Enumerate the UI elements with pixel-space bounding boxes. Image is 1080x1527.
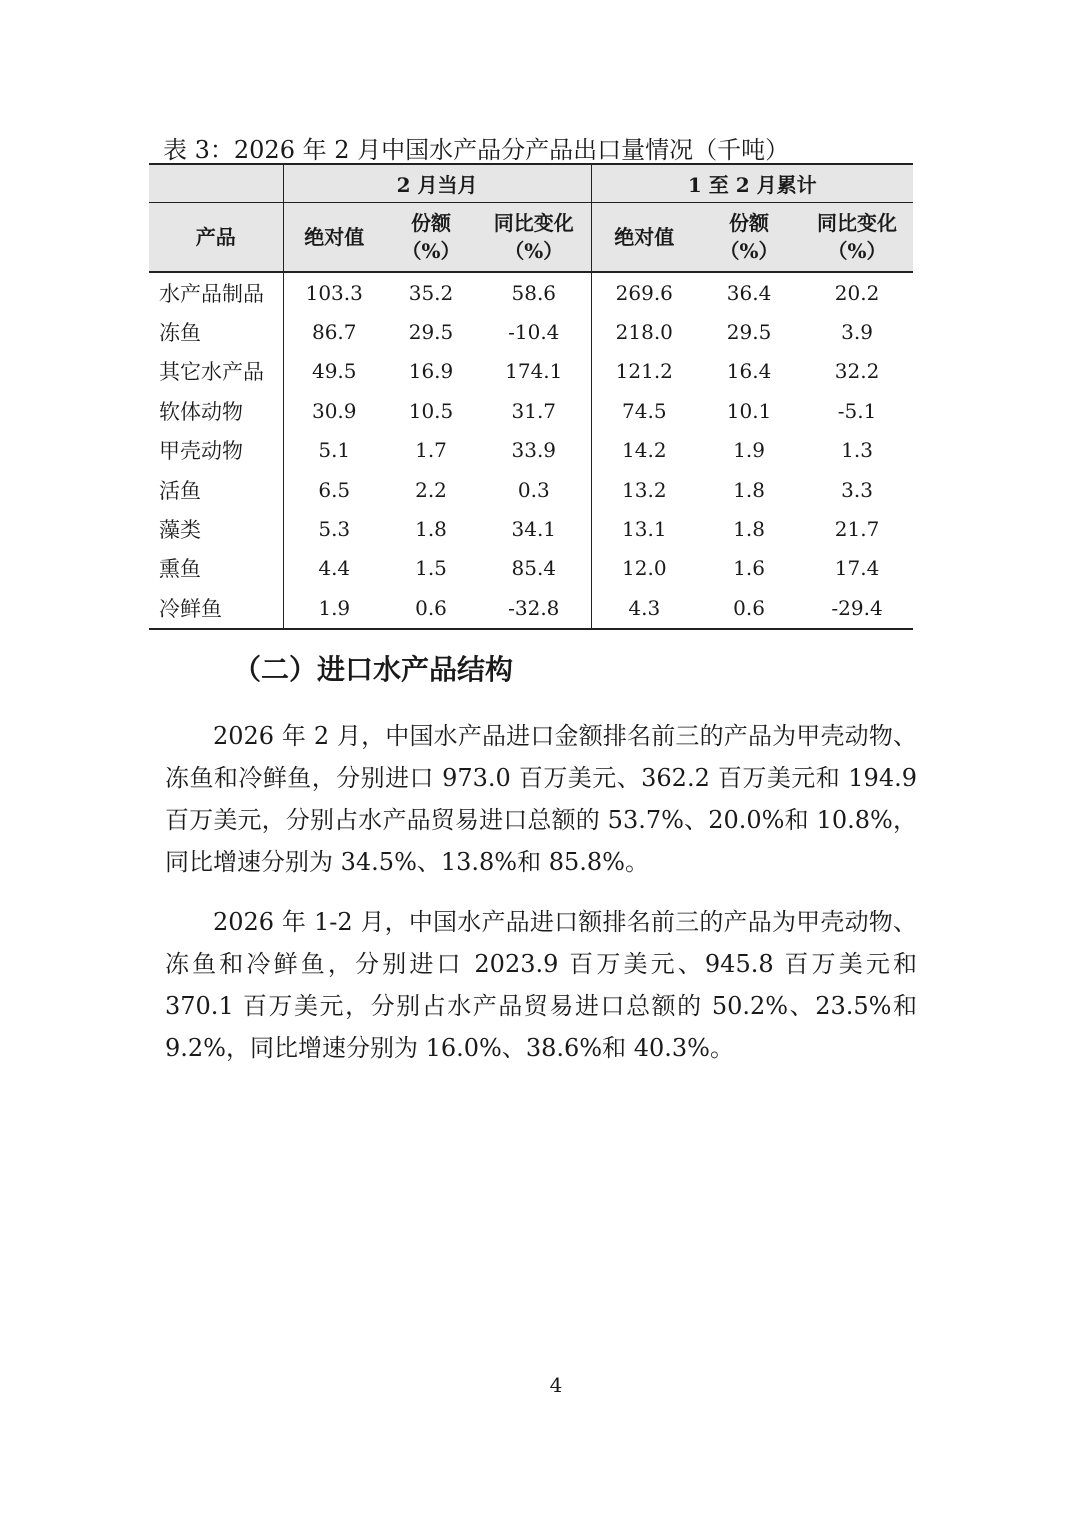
value-cell-c-abs: 74.5 [622, 398, 667, 423]
value-cell-c-abs: 269.6 [615, 280, 673, 305]
value-cell-m-share: 0.6 [385, 588, 477, 628]
value-cell-c-abs: 13.1 [622, 517, 667, 542]
value-cell-c-share: 1.6 [733, 556, 765, 581]
group-header-month: 2 月当月 [283, 164, 591, 203]
value-cell-c-share: 16.4 [726, 359, 772, 384]
value-cell-m-abs: 1.9 [283, 588, 385, 628]
table-row [149, 272, 913, 312]
share-label: 份额 [729, 211, 770, 235]
value-cell-m-share: 29.5 [408, 320, 454, 345]
col-header-product: 产品 [149, 203, 283, 273]
value-cell-m-abs: 5.3 [318, 517, 351, 542]
value-cell-m-yoy: 85.4 [477, 549, 591, 588]
share-unit: （%） [401, 239, 461, 263]
product-name-cell: 其它水产品 [149, 352, 283, 391]
value-cell-m-yoy: 31.7 [477, 391, 591, 430]
value-cell-m-abs: 5.1 [318, 438, 351, 463]
value-cell-c-share: 1.8 [733, 477, 765, 502]
export-volume-table [149, 163, 913, 630]
value-cell-m-yoy: 0.3 [477, 470, 591, 509]
yoy-unit: （%） [504, 239, 564, 263]
value-cell-m-share: 35.2 [408, 280, 454, 305]
yoy-unit: （%） [827, 239, 887, 263]
table-row [149, 509, 913, 548]
value-cell-c-yoy: 32.2 [834, 359, 880, 384]
value-cell-c-share: 36.4 [726, 280, 772, 305]
value-cell-m-yoy: 33.9 [477, 431, 591, 470]
value-cell-m-abs: 4.4 [318, 556, 351, 581]
value-cell-c-share: 0.6 [697, 588, 801, 628]
product-name-cell: 熏鱼 [149, 549, 283, 588]
value-cell-c-yoy: 1.3 [841, 438, 873, 463]
table-row [149, 588, 913, 628]
product-name-cell: 甲壳动物 [149, 431, 283, 470]
value-cell-m-share: 2.2 [415, 477, 447, 502]
table-row [149, 431, 913, 470]
col-header-cum-share [697, 203, 801, 273]
value-cell-m-yoy: -10.4 [477, 312, 591, 351]
value-cell-c-yoy: 21.7 [834, 517, 880, 542]
yoy-label: 同比变化 [817, 211, 898, 235]
table-row [149, 352, 913, 391]
value-cell-m-yoy: 34.1 [477, 509, 591, 548]
share-label: 份额 [411, 211, 451, 235]
value-cell-m-share: 10.5 [408, 398, 454, 423]
product-name-cell: 水产品制品 [149, 272, 283, 312]
group-header-cumulative: 1 至 2 月累计 [591, 164, 913, 203]
product-name-cell: 软体动物 [149, 391, 283, 430]
value-cell-m-share: 1.8 [415, 517, 447, 542]
value-cell-c-abs: 218.0 [615, 320, 673, 345]
product-name-cell: 冻鱼 [149, 312, 283, 351]
value-cell-c-yoy: 20.2 [834, 280, 880, 305]
value-cell-c-yoy: -29.4 [801, 588, 913, 628]
product-name-cell: 藻类 [149, 509, 283, 548]
value-cell-m-yoy: 174.1 [477, 352, 591, 391]
paragraph-jan-feb: 2026 年 1-2 月，中国水产品进口额排名前三的产品为甲壳动物、冻鱼和冷鲜鱼，分别进口 2023.9 百万美元、945.8 百万美元和 370.1 百万美元，分别占水产品贸易进口总额的 50.2%、23.5%和 9.2%，同比增速分别为 16.0%、38.6%和 40.3%。 [165, 908, 917, 1062]
value-cell-c-yoy: 17.4 [834, 556, 880, 581]
value-cell-c-yoy: 3.3 [841, 477, 873, 502]
value-cell-c-share: 1.9 [733, 438, 765, 463]
value-cell-c-share: 1.8 [733, 517, 765, 542]
table-caption: 表 3：2026 年 2 月中国水产品分产品出口量情况（千吨） [163, 136, 790, 164]
value-cell-m-yoy: 58.6 [477, 272, 591, 312]
value-cell-m-share: 16.9 [408, 359, 454, 384]
col-header-cum-abs: 绝对值 [591, 203, 697, 273]
value-cell-m-yoy: -32.8 [477, 588, 591, 628]
value-cell-c-share: 29.5 [726, 320, 772, 345]
table-row [149, 549, 913, 588]
value-cell-m-abs: 49.5 [311, 359, 357, 384]
value-cell-c-yoy: 3.9 [841, 320, 873, 345]
value-cell-m-abs: 103.3 [305, 280, 363, 305]
value-cell-c-abs: 13.2 [622, 477, 667, 502]
value-cell-c-abs: 14.2 [622, 438, 667, 463]
value-cell-m-share: 1.7 [415, 438, 447, 463]
value-cell-c-yoy: -5.1 [837, 398, 877, 423]
col-header-cum-yoy [801, 203, 913, 273]
value-cell-m-abs: 86.7 [311, 320, 357, 345]
table-row [149, 470, 913, 509]
value-cell-m-abs: 30.9 [311, 398, 357, 423]
header-empty-cell [149, 164, 283, 203]
value-cell-c-abs: 121.2 [615, 359, 673, 384]
product-name-cell: 冷鲜鱼 [149, 588, 283, 628]
value-cell-c-abs: 4.3 [591, 588, 697, 628]
table-row [149, 312, 913, 351]
value-cell-c-share: 10.1 [726, 398, 772, 423]
table-row [149, 391, 913, 430]
col-header-month-yoy [477, 203, 591, 273]
product-name-cell: 活鱼 [149, 470, 283, 509]
section-heading: （二）进口水产品结构 [233, 653, 514, 686]
yoy-label: 同比变化 [493, 211, 574, 235]
value-cell-m-share: 1.5 [415, 556, 447, 581]
col-header-month-share [385, 203, 477, 273]
share-unit: （%） [719, 239, 779, 263]
col-header-month-abs: 绝对值 [283, 203, 385, 273]
value-cell-c-abs: 12.0 [622, 556, 667, 581]
page-number: 4 [549, 1373, 563, 1397]
value-cell-m-abs: 6.5 [318, 477, 351, 502]
paragraph-february: 2026 年 2 月，中国水产品进口金额排名前三的产品为甲壳动物、冻鱼和冷鲜鱼，分别进口 973.0 百万美元、362.2 百万美元和 194.9 百万美元，分别占水产品贸易进口总额的 53.7%、20.0%和 10.8%，同比增速分别为 34.5%、13.8%和 85.8%。 [165, 722, 917, 876]
